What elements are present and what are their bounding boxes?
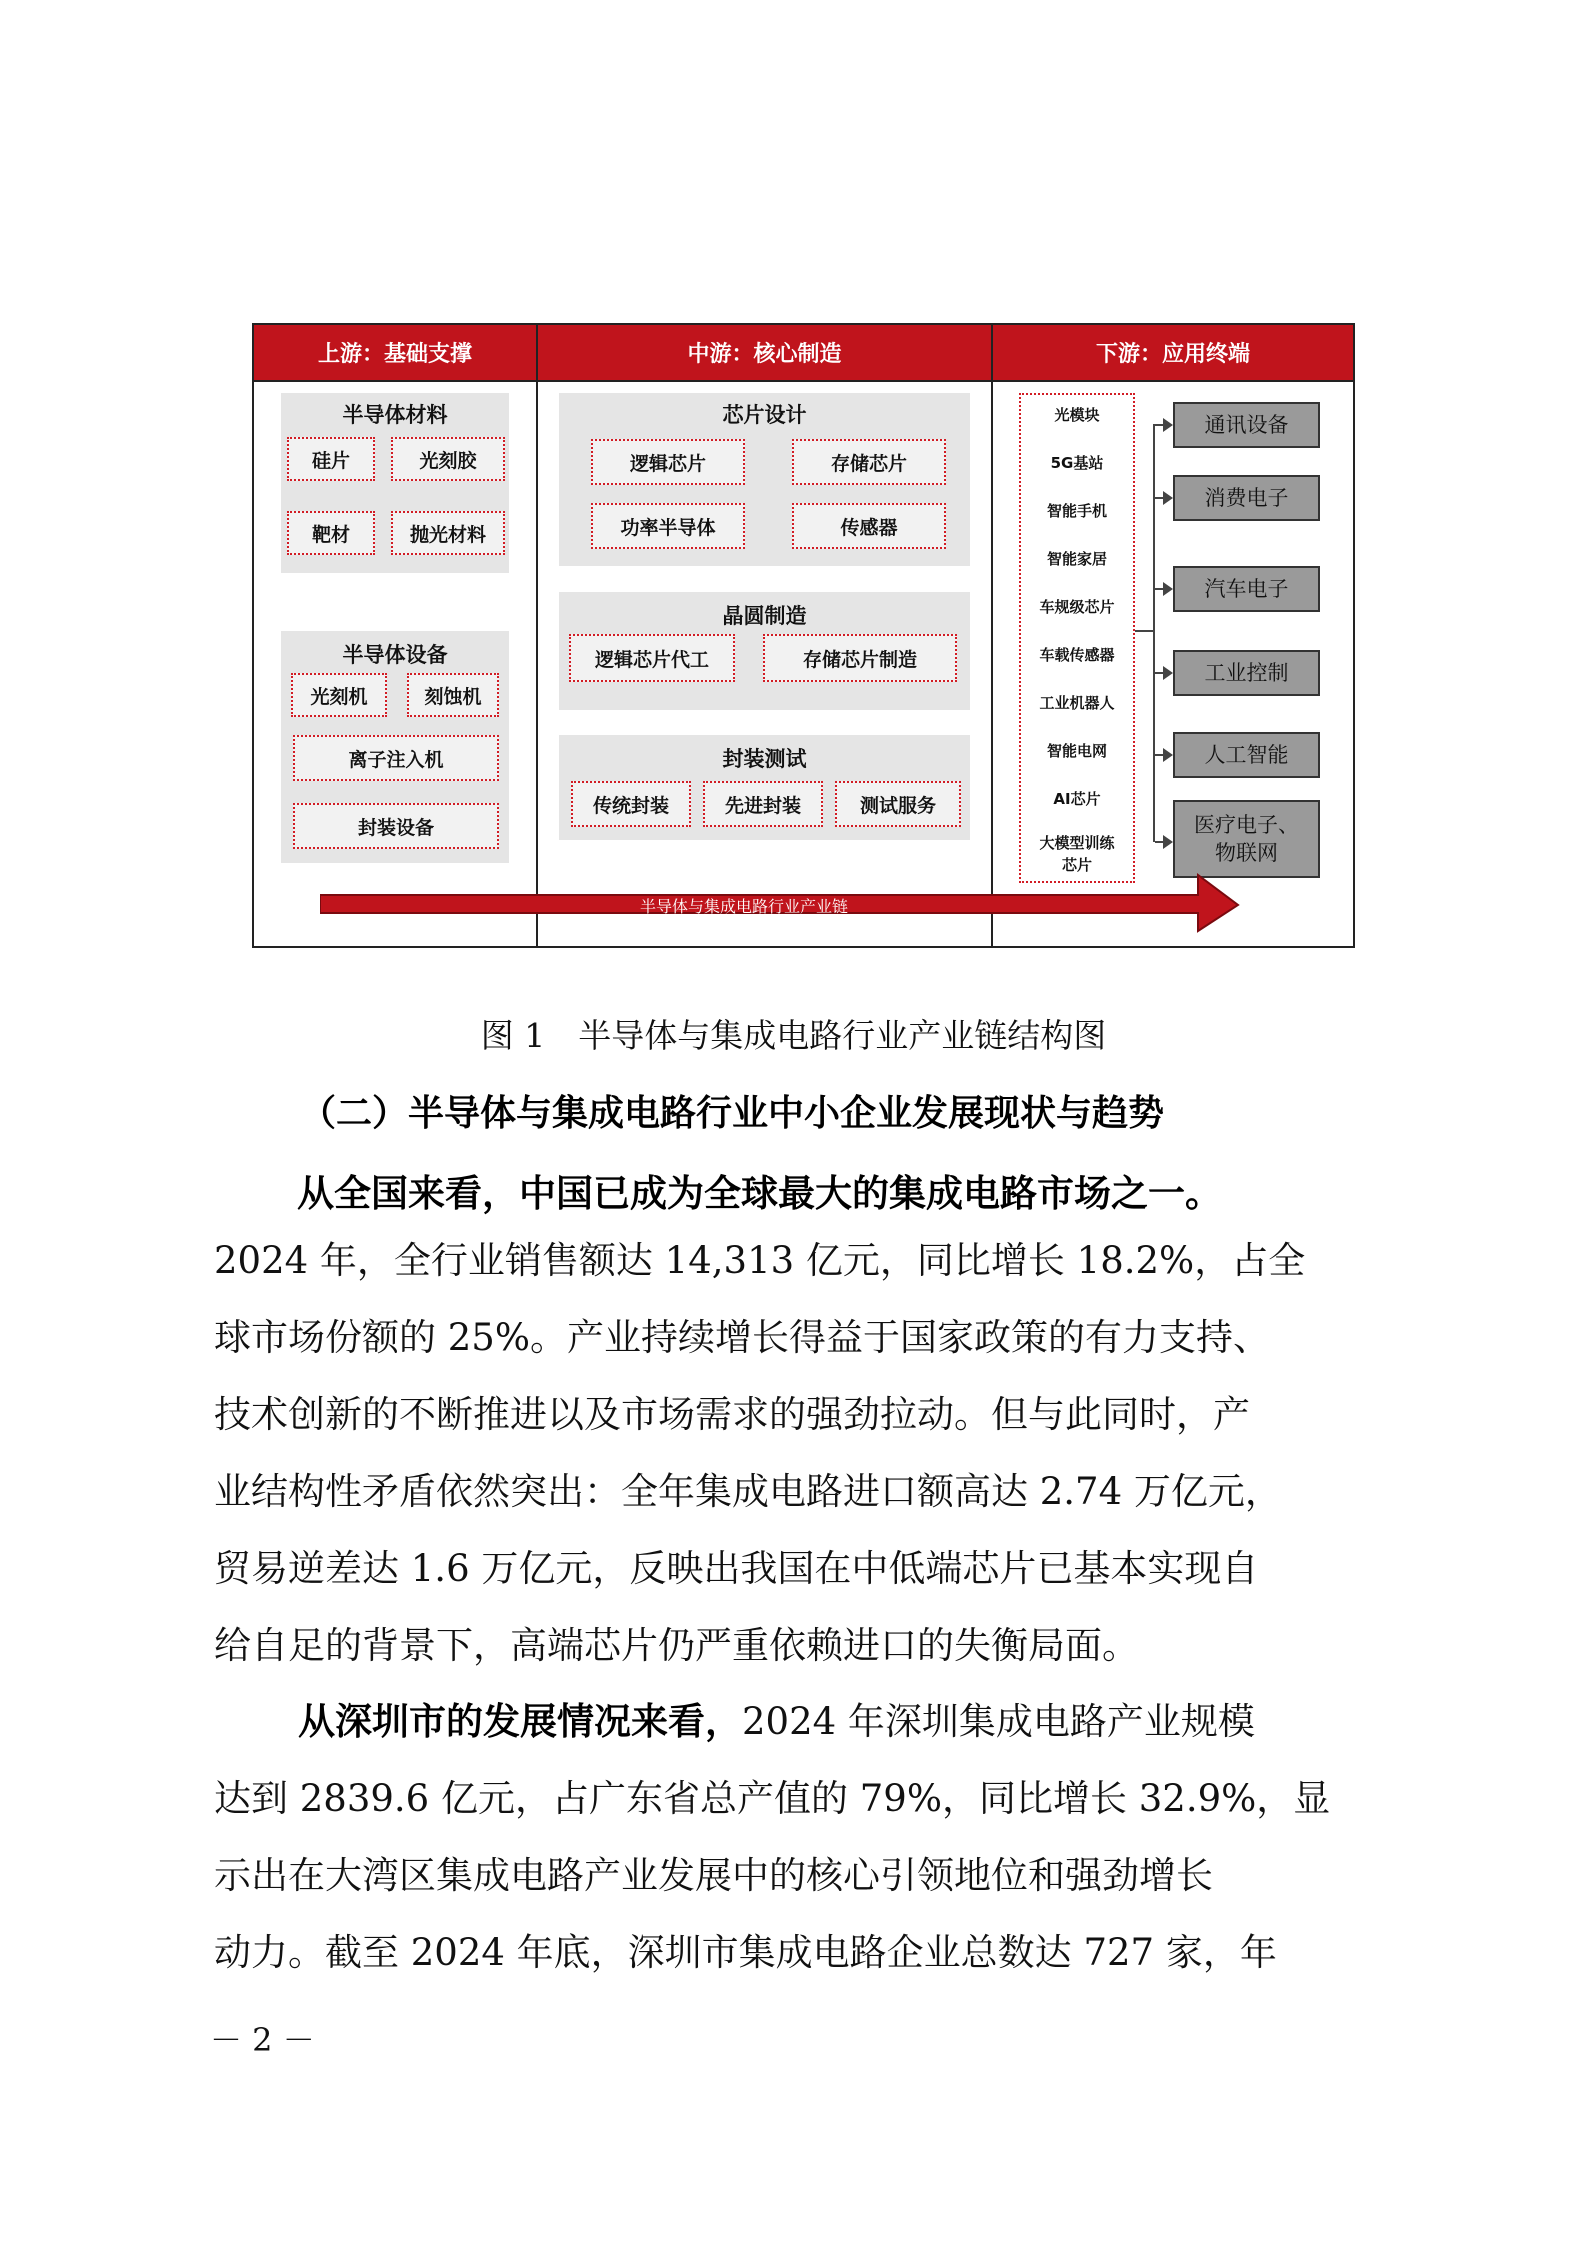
application-item: 智能家居	[1046, 550, 1107, 568]
arrow-icon	[1163, 582, 1173, 596]
arrow-icon	[1163, 418, 1173, 432]
application-item: 智能手机	[1046, 502, 1107, 520]
wafer-title: 晶圆制造	[722, 604, 807, 628]
packaging-panel	[559, 735, 970, 840]
text-line: 达到 2839.6 亿元，占广东省总产值的 79%，同比增长 32.9%，显	[214, 1777, 1331, 1820]
material-item: 抛光材料	[391, 511, 505, 555]
material-item: 靶材	[287, 511, 375, 555]
text-line: 动力。截至 2024 年底，深圳市集成电路企业总数达 727 家，年	[214, 1931, 1277, 1974]
column-divider	[536, 325, 538, 946]
packaging-title: 封装测试	[722, 747, 807, 771]
packaging-item: 传统封装	[571, 781, 691, 827]
arrow-icon	[1163, 666, 1173, 680]
wafer-item: 逻辑芯片代工	[569, 634, 735, 682]
application-item: 5G基站	[1050, 454, 1104, 472]
sector-box: 工业控制	[1173, 650, 1320, 696]
connector-line	[1155, 672, 1163, 674]
arrow-icon	[1163, 835, 1173, 849]
equipment-item: 封装设备	[293, 803, 499, 849]
text-line: 技术创新的不断推进以及市场需求的强劲拉动。但与此同时，产	[214, 1393, 1250, 1436]
application-item: 车载传感器	[1039, 646, 1115, 664]
industry-chain-figure	[252, 323, 1355, 948]
application-item: 工业机器人	[1039, 694, 1115, 712]
text-line	[214, 1683, 1394, 1760]
packaging-item: 先进封装	[703, 781, 823, 827]
wafer-item: 存储芯片制造	[763, 634, 957, 682]
paragraph-1	[214, 1222, 1394, 1684]
upstream-header: 上游：基础支撑	[254, 325, 536, 380]
midstream-header: 中游：核心制造	[538, 325, 991, 380]
connector-line	[1155, 841, 1163, 843]
application-item: AI芯片	[1053, 790, 1101, 808]
connector-line	[1135, 630, 1153, 632]
arrow-icon	[1163, 748, 1173, 762]
application-list	[1019, 393, 1135, 883]
sector-box: 消费电子	[1173, 475, 1320, 521]
application-item: 智能电网	[1046, 742, 1107, 760]
text-span: 2024 年深圳集成电路产业规模	[742, 1700, 1255, 1743]
materials-panel	[281, 393, 509, 573]
equipment-title: 半导体设备	[342, 643, 448, 667]
connector-line	[1155, 754, 1163, 756]
equipment-item: 光刻机	[291, 673, 387, 717]
figure-caption: 图 1 半导体与集成电路行业产业链结构图	[480, 1016, 1107, 1055]
material-item: 光刻胶	[391, 437, 505, 481]
design-item: 传感器	[792, 503, 946, 549]
application-item: 车规级芯片	[1039, 598, 1115, 616]
arrow-icon	[1163, 491, 1173, 505]
text-line: 给自足的背景下，高端芯片仍严重依赖进口的失衡局面。	[214, 1624, 1139, 1667]
materials-title: 半导体材料	[342, 403, 448, 427]
sector-box: 通讯设备	[1173, 402, 1320, 448]
page-number: － 2 －	[210, 2021, 315, 2059]
column-divider	[991, 325, 993, 946]
sector-box-line: 医疗电子、	[1194, 813, 1299, 837]
equipment-item: 离子注入机	[293, 735, 499, 781]
paragraph-lead: 从全国来看，中国已成为全球最大的集成电路市场之一。	[297, 1171, 1222, 1215]
sector-box: 人工智能	[1173, 732, 1320, 778]
header-divider	[254, 380, 1353, 382]
design-item: 逻辑芯片	[591, 439, 745, 485]
text-line: 2024 年，全行业销售额达 14,313 亿元，同比增长 18.2%，占全	[214, 1239, 1306, 1282]
sector-box	[1173, 800, 1320, 878]
connector-trunk	[1153, 424, 1155, 842]
sector-box: 汽车电子	[1173, 566, 1320, 612]
equipment-item: 刻蚀机	[407, 673, 499, 717]
text-line: 业结构性矛盾依然突出：全年集成电路进口额高达 2.74 万亿元，	[214, 1470, 1282, 1513]
paragraph-lead-inline: 从深圳市的发展情况来看，	[298, 1699, 742, 1743]
design-title: 芯片设计	[722, 403, 807, 427]
text-line: 贸易逆差达 1.6 万亿元，反映出我国在中低端芯片已基本实现自	[214, 1547, 1259, 1590]
design-item: 存储芯片	[792, 439, 946, 485]
chain-arrow-label: 半导体与集成电路行业产业链	[639, 897, 848, 916]
connector-line	[1155, 588, 1163, 590]
paragraph-2	[214, 1683, 1394, 1991]
application-item: 芯片	[1061, 856, 1092, 874]
material-item: 硅片	[287, 437, 375, 481]
wafer-panel	[559, 592, 970, 710]
downstream-header: 下游：应用终端	[993, 325, 1353, 380]
application-item: 大模型训练	[1039, 834, 1115, 852]
connector-line	[1155, 424, 1163, 426]
text-line: 球市场份额的 25%。产业持续增长得益于国家政策的有力支持、	[214, 1316, 1270, 1359]
text-line: 示出在大湾区集成电路产业发展中的核心引领地位和强劲增长	[214, 1854, 1213, 1897]
section-heading: （二）半导体与集成电路行业中小企业发展现状与趋势	[300, 1092, 1165, 1134]
application-item: 光模块	[1054, 406, 1100, 424]
equipment-panel	[281, 631, 509, 863]
connector-line	[1155, 497, 1163, 499]
design-panel	[559, 393, 970, 566]
packaging-item: 测试服务	[835, 781, 961, 827]
design-item: 功率半导体	[591, 503, 745, 549]
sector-box-line: 物联网	[1215, 841, 1278, 865]
